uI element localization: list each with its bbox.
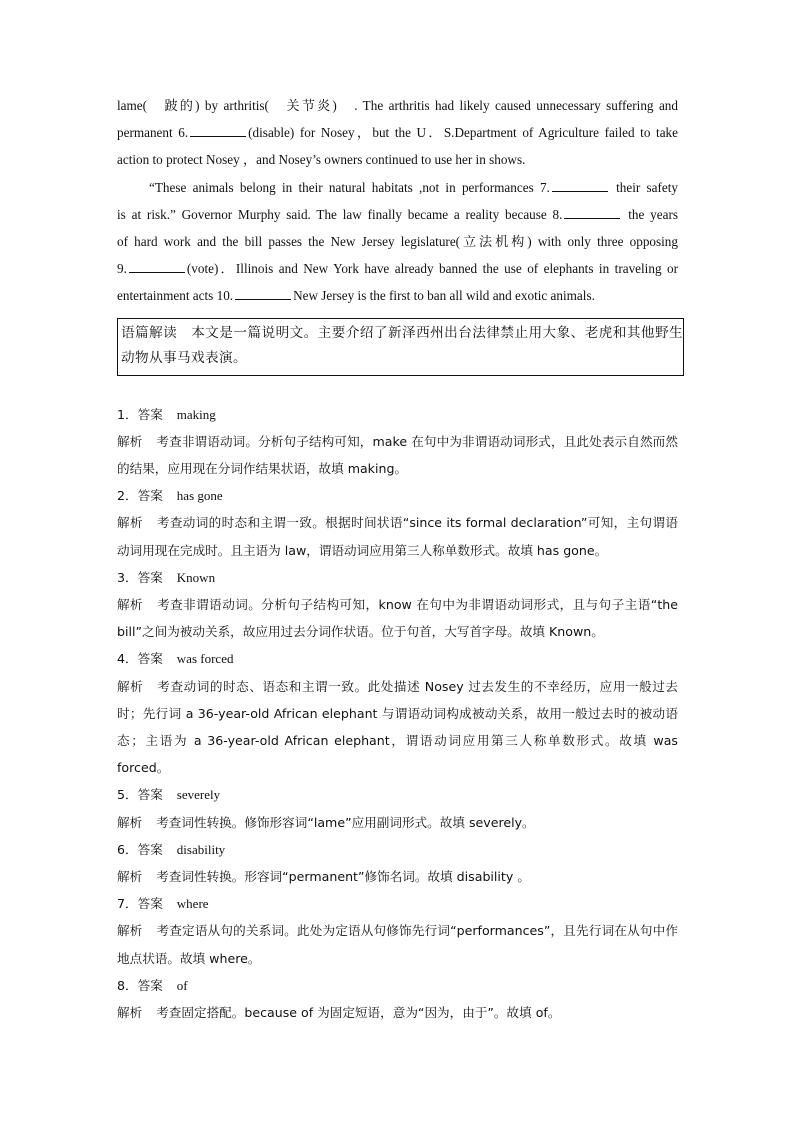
answer-value: Known (176, 569, 216, 585)
answer-heading (117, 890, 678, 917)
passage (117, 92, 678, 310)
analysis-text: 考查词性转换。修饰形容词“lame”应用副词形式。故填 severely。 (156, 814, 535, 830)
answer-number: 6．答案 (117, 841, 163, 857)
passage-line (117, 201, 678, 228)
analysis (117, 809, 678, 836)
analysis-text: 考查动词的时态、语态和主谓一致。此处描述 Nosey 过去发生的不幸经历，应用一般过去时；先行词 a 36-year-old African elephant 与谓语动词构成被动关系，故用一般过去时的被动语态；主语为 a 36-year-old African elephant，谓语动词应用第三人称单数形式。故填 was forced。 (117, 678, 678, 776)
answer-heading (117, 972, 678, 999)
summary-line: 语篇解读 本文是一篇说明文。主要介绍了新泽西州出台法律禁止用大象、老虎和其他野生 (121, 324, 683, 341)
answer-number: 7．答案 (117, 896, 163, 912)
blank-7[interactable] (552, 179, 608, 192)
answer-value: severely (176, 787, 221, 803)
analysis-text: 考查非谓语动词。分析句子结构可知，make 在句中为非谓语动词形式，且此处表示自然而然的结果，应用现在分词作结果状语，故填 making。 (117, 433, 678, 477)
analysis-text: 考查固定搭配。because of 为固定短语，意为“因为，由于”。故填 of。 (156, 1005, 561, 1021)
answer-value: was forced (176, 651, 234, 667)
passage-text: permanent 6. (117, 125, 189, 141)
passage-text: New Jersey is the first to ban all wild and exotic animals. (293, 288, 595, 304)
analysis-label: 解析 (117, 923, 143, 939)
analysis-text: 考查定语从句的关系词。此处为定语从句修饰先行词“performances”，且先行词在从句中作地点状语。故填 where。 (117, 923, 679, 966)
blank-9[interactable] (129, 260, 185, 273)
analysis (117, 673, 678, 782)
answer-heading (117, 482, 678, 509)
analysis (117, 863, 678, 890)
analysis-text: 考查动词的时态和主谓一致。根据时间状语“since its formal declaration”可知，主句谓语动词用现在完成时。且主语为 law，谓语动词应用第三人称单数形式。故填 has gone。 (117, 515, 679, 558)
answer-number: 8．答案 (117, 977, 163, 993)
answer-heading (117, 781, 678, 808)
summary-line: 动物从事马戏表演。 (121, 349, 247, 366)
answer-value: has gone (176, 488, 223, 504)
passage-line (117, 282, 678, 309)
answer-heading (117, 645, 678, 672)
answer-value: where (176, 896, 209, 912)
answer-number: 4．答案 (117, 651, 163, 667)
summary-box (117, 318, 684, 376)
passage-line: action to protect Nosey ，and Nosey’s owners continued to use her in shows. (117, 152, 526, 168)
passage-line: lame( 跛的) by arthritis( 关节炎) . The arthritis had likely caused unnecessary suffering and (117, 98, 678, 113)
answer-value: disability (176, 841, 226, 857)
analysis-label: 解析 (117, 869, 143, 885)
analysis (117, 591, 678, 645)
analysis-text: 考查非谓语动词。分析句子结构可知，know 在句中为非谓语动词形式，且与句子主语“the bill”之间为被动关系，故应用过去分词作状语。位于句首，大写首字母。故填 Known。 (117, 597, 678, 640)
answer-list (117, 401, 678, 1027)
analysis (117, 999, 678, 1026)
passage-text: “These animals belong in their natural habitats ,not in performances 7. (149, 179, 550, 195)
blank-6[interactable] (190, 124, 246, 137)
passage-text: the years (622, 206, 679, 222)
analysis (117, 428, 678, 482)
document-page (117, 92, 683, 1026)
analysis-label: 解析 (117, 678, 144, 694)
passage-line (117, 255, 678, 282)
answer-value: of (176, 977, 188, 993)
passage-text: (vote)．Illinois and New York have already banned the use of elephants in traveling or (186, 261, 678, 277)
blank-10[interactable] (235, 287, 291, 300)
analysis-label: 解析 (117, 1005, 143, 1021)
answer-heading (117, 564, 678, 591)
blank-8[interactable] (564, 206, 620, 219)
answer-heading (117, 401, 678, 428)
answer-number: 5．答案 (117, 787, 163, 803)
passage-text: their safety (609, 179, 678, 195)
answer-heading (117, 836, 678, 863)
answer-number: 2．答案 (117, 488, 163, 504)
passage-line: of hard work and the bill passes the New Jersey legislature(立法机构) with only three opposing (117, 234, 678, 250)
analysis-label: 解析 (117, 597, 144, 613)
passage-line (117, 174, 678, 201)
analysis-text: 考查词性转换。形容词“permanent”修饰名词。故填 disability 。 (156, 869, 530, 885)
answer-value: making (176, 406, 216, 422)
answer-number: 1．答案 (117, 406, 163, 422)
analysis-label: 解析 (117, 814, 143, 830)
passage-text: entertainment acts 10. (117, 288, 234, 304)
analysis-label: 解析 (117, 515, 143, 531)
passage-text: 9. (117, 261, 127, 277)
answer-number: 3．答案 (117, 569, 163, 585)
passage-text: (disable) for Nosey，but the U．S.Department of Agriculture failed to take (248, 125, 679, 141)
analysis (117, 509, 678, 563)
passage-text: is at risk.” Governor Murphy said. The law finally became a reality because 8. (117, 206, 563, 222)
analysis-label: 解析 (117, 433, 143, 449)
passage-line (117, 119, 678, 146)
analysis (117, 917, 678, 971)
